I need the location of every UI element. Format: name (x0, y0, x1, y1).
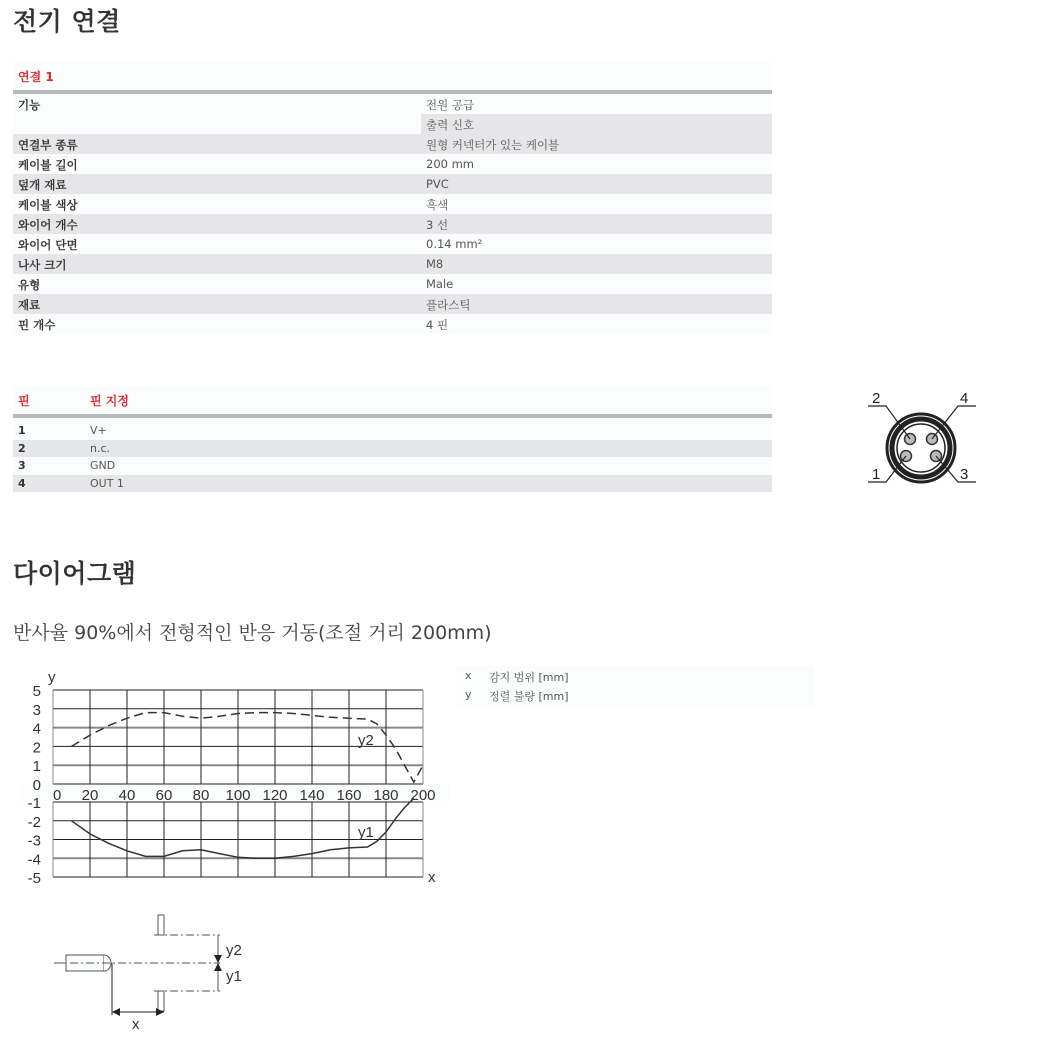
pin-label-3: 3 (960, 466, 969, 483)
table-row: 와이어 개수 3 선 (13, 214, 772, 234)
table-row: 기능 전원 공급 (13, 94, 772, 114)
pin-table-header (13, 386, 772, 418)
page-title-diagram: 다이어그램 (13, 559, 137, 588)
diagram-subtitle: 반사율 90%에서 전형적인 반응 거동(조절 거리 200mm) (13, 622, 492, 644)
assignment-column-header: 핀 지정 (90, 394, 129, 408)
svg-text:180: 180 (373, 787, 399, 804)
table-row: 2 n.c. (13, 440, 772, 458)
setup-label-y1: y1 (226, 968, 242, 985)
svg-text:-5: -5 (27, 870, 41, 887)
svg-text:100: 100 (225, 787, 251, 804)
svg-text:0: 0 (53, 787, 62, 804)
table-row: 3 GND (13, 457, 772, 475)
annotation-y2: y2 (358, 732, 374, 749)
svg-text:2: 2 (32, 739, 41, 757)
pin-label-2: 2 (872, 390, 881, 407)
table-row: 유형 Male (13, 274, 772, 294)
annotation-y1: y1 (358, 824, 374, 841)
svg-text:-4: -4 (27, 851, 41, 869)
reflector-top-icon (158, 915, 164, 935)
pin-label-1: 1 (872, 466, 881, 483)
table-row: 연결부 종류 원형 커넥터가 있는 케이블 (13, 134, 772, 154)
setup-label-x: x (132, 1016, 140, 1030)
svg-text:60: 60 (155, 787, 173, 804)
table-row: 케이블 길이 200 mm (13, 154, 772, 174)
table-row: 4 OUT 1 (13, 475, 772, 493)
table-row: 출력 신호 (13, 114, 772, 134)
svg-text:5: 5 (32, 683, 41, 700)
table-row: 1 V+ (13, 422, 772, 440)
x-axis-label: x (428, 869, 436, 886)
table-row: 케이블 색상 흑색 (13, 194, 772, 214)
svg-text:80: 80 (192, 787, 210, 804)
svg-text:4: 4 (32, 720, 41, 738)
svg-text:20: 20 (81, 787, 99, 804)
table-row: 나사 크기 M8 (13, 254, 772, 274)
alignment-chart (0, 660, 450, 890)
sensor-setup-diagram (50, 905, 270, 1030)
svg-text:-1: -1 (27, 795, 41, 812)
legend-item-y: y 정렬 불량 [mm] (465, 688, 569, 703)
legend-item-x: x 감지 범위 [mm] (465, 669, 569, 684)
svg-text:160: 160 (336, 787, 362, 804)
svg-text:200: 200 (410, 787, 436, 804)
connection-table-body (13, 94, 772, 334)
svg-text:1: 1 (32, 758, 41, 776)
reflector-bottom-icon (158, 991, 164, 1011)
page-title-electrical-connection: 전기 연결 (13, 7, 121, 36)
connector-pinout-icon (860, 385, 985, 495)
pin-column-header: 핀 (18, 394, 30, 408)
svg-text:40: 40 (118, 787, 136, 804)
setup-label-y2: y2 (226, 942, 242, 959)
y-axis-label: y (48, 669, 56, 686)
svg-text:0: 0 (32, 777, 41, 794)
connection-table (13, 62, 772, 334)
pin-label-4: 4 (960, 390, 969, 407)
table-row: 덮개 재료 PVC (13, 174, 772, 194)
table-row: 핀 개수 4 핀 (13, 314, 772, 334)
svg-text:140: 140 (299, 787, 325, 804)
pin-assignment-table (13, 386, 772, 492)
svg-text:3: 3 (32, 701, 41, 719)
svg-text:-2: -2 (27, 813, 41, 831)
chart-legend (456, 666, 814, 708)
svg-text:120: 120 (262, 787, 288, 804)
connection-header-label: 연결 1 (18, 70, 54, 84)
table-row: 와이어 단면 0.14 mm² (13, 234, 772, 254)
connection-table-header (13, 62, 772, 94)
svg-text:-3: -3 (27, 832, 41, 850)
table-row: 재료 플라스틱 (13, 294, 772, 314)
